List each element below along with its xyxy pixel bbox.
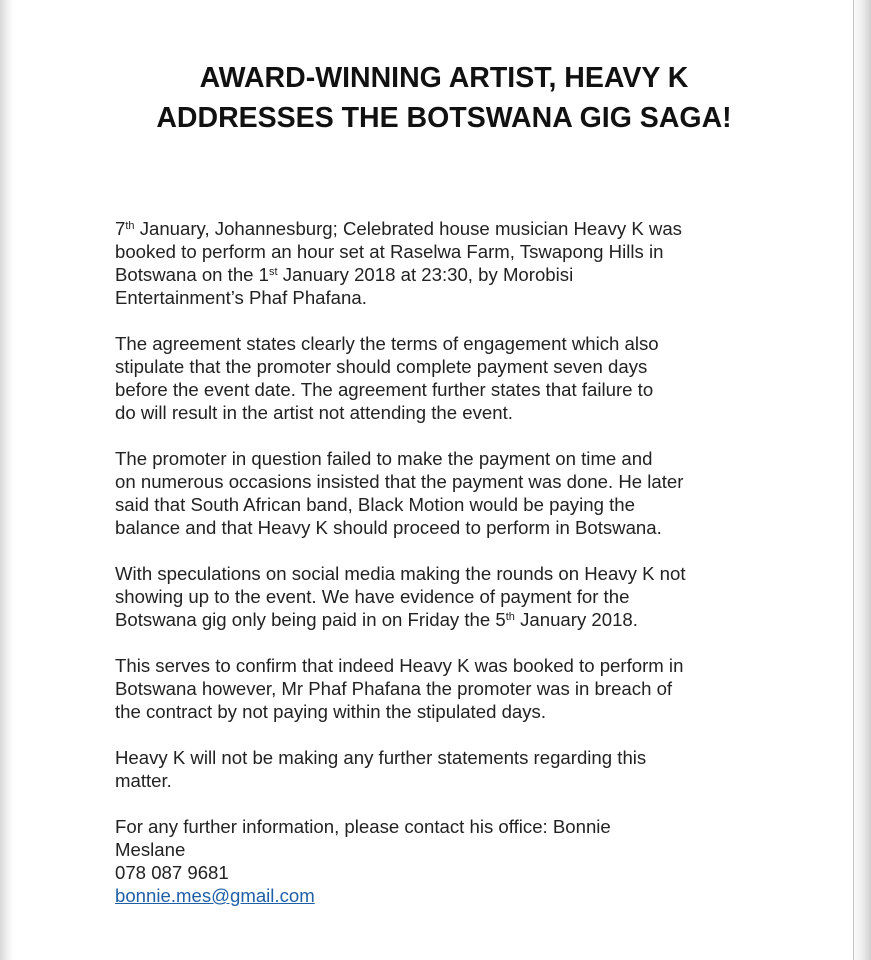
paragraph-no-further-statements xyxy=(115,746,780,792)
text-line: before the event date. The agreement further states that failure to xyxy=(115,379,654,400)
contact-block xyxy=(115,815,780,907)
press-release-headline xyxy=(114,58,774,138)
text-line: said that South African band, Black Motion would be paying the xyxy=(115,494,635,515)
text-line: stipulate that the promoter should complete payment seven days xyxy=(115,356,648,377)
text-run: Botswana on the 1 xyxy=(115,264,270,285)
text-run: 7 xyxy=(115,218,126,239)
text-line: showing up to the event. We have evidence of payment for the xyxy=(115,586,630,607)
text-run: Botswana gig only being paid in on Friday the 5 xyxy=(115,609,506,630)
text-line: balance and that Heavy K should proceed to perform in Botswana. xyxy=(115,517,662,538)
text-line: Entertainment’s Phaf Phafana. xyxy=(115,287,367,308)
text-line: Heavy K will not be making any further statements regarding this xyxy=(115,747,647,768)
text-run: January 2018. xyxy=(514,609,638,630)
text-line: do will result in the artist not attending the event. xyxy=(115,402,513,423)
superscript: th xyxy=(125,220,135,232)
press-release-body xyxy=(115,217,780,930)
text-line xyxy=(115,263,780,286)
page-right-border xyxy=(853,0,854,960)
contact-email-link[interactable]: bonnie.mes@gmail.com xyxy=(115,885,315,906)
paragraph-agreement xyxy=(115,332,780,424)
contact-email-line xyxy=(115,884,780,907)
paragraph-confirmation xyxy=(115,654,780,723)
text-line: booked to perform an hour set at Raselwa Farm, Tswapong Hills in xyxy=(115,241,664,262)
page-left-edge xyxy=(0,0,14,960)
text-line: The agreement states clearly the terms of engagement which also xyxy=(115,333,659,354)
text-line xyxy=(115,608,780,631)
contact-phone: 078 087 9681 xyxy=(115,862,229,883)
text-line: on numerous occasions insisted that the payment was done. He later xyxy=(115,471,684,492)
contact-name: Meslane xyxy=(115,839,186,860)
text-line: With speculations on social media making the rounds on Heavy K not xyxy=(115,563,686,584)
text-line: matter. xyxy=(115,770,172,791)
headline-line-1: AWARD-WINNING ARTIST, HEAVY K xyxy=(199,62,689,94)
text-line: Botswana however, Mr Phaf Phafana the promoter was in breach of xyxy=(115,678,673,699)
page-right-edge xyxy=(851,0,871,960)
text-run: January 2018 at 23:30, by Morobisi xyxy=(277,264,574,285)
paragraph-booking xyxy=(115,217,780,309)
text-run: January, Johannesburg; Celebrated house musician Heavy K was xyxy=(134,218,682,239)
text-line: the contract by not paying within the stipulated days. xyxy=(115,701,547,722)
text-line: For any further information, please contact his office: Bonnie xyxy=(115,816,611,837)
headline-line-2: ADDRESSES THE BOTSWANA GIG SAGA! xyxy=(156,102,732,134)
paragraph-speculation xyxy=(115,562,780,631)
text-line: This serves to confirm that indeed Heavy K was booked to perform in xyxy=(115,655,684,676)
text-line xyxy=(115,217,780,240)
paragraph-payment-failure xyxy=(115,447,780,539)
text-line: The promoter in question failed to make the payment on time and xyxy=(115,448,653,469)
document-page xyxy=(14,0,850,960)
superscript: th xyxy=(505,611,515,623)
superscript: st xyxy=(269,266,278,278)
